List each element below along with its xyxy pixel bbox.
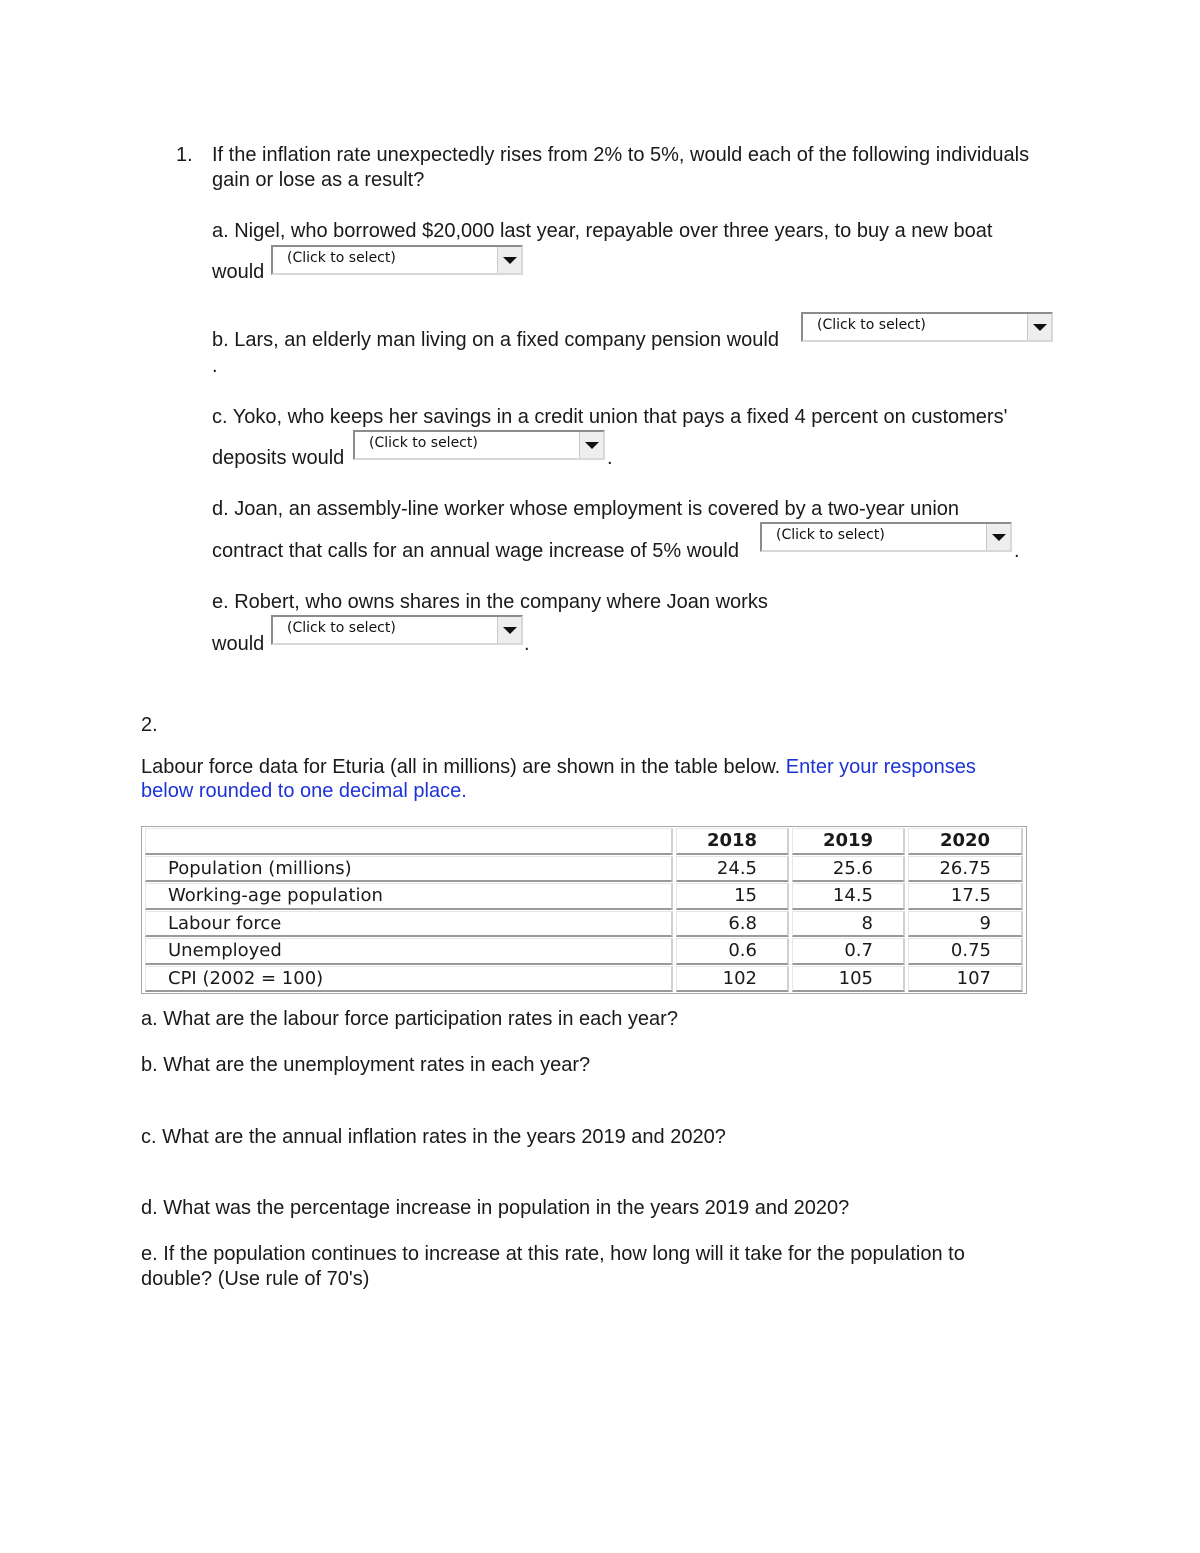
- question-1c-text: c. Yoko, who keeps her savings in a credit union that pays a fixed 4 percent on customers': [212, 406, 1008, 428]
- question-1c-select[interactable]: [353, 430, 605, 460]
- question-2b: b. What are the unemployment rates in each year?: [141, 1054, 591, 1076]
- table-header-row: [145, 828, 1023, 855]
- table-cell: 0.7: [792, 938, 905, 965]
- table-cell: 25.6: [792, 856, 905, 883]
- table-row-label: Population (millions): [145, 856, 673, 883]
- question-1e-would: would: [212, 633, 265, 655]
- table-cell: 15: [676, 883, 789, 910]
- question-1e-select[interactable]: [271, 615, 523, 645]
- table-cell: 24.5: [676, 856, 789, 883]
- question-1a-would: would: [212, 261, 265, 283]
- table-row: [145, 938, 1023, 965]
- table-cell: 26.75: [908, 856, 1023, 883]
- question-2-intro-text: Labour force data for Eturia (all in millions) are shown in the table below.: [141, 756, 781, 778]
- question-2d: d. What was the percentage increase in population in the years 2019 and 2020?: [141, 1197, 850, 1219]
- chevron-down-icon[interactable]: [497, 617, 521, 643]
- select-placeholder: (Click to select): [287, 620, 396, 636]
- table-cell: 17.5: [908, 883, 1023, 910]
- table-row-label: Working-age population: [145, 883, 673, 910]
- question-1b-period: .: [212, 355, 218, 377]
- table-cell: 0.75: [908, 938, 1023, 965]
- table-row: [145, 911, 1023, 938]
- chevron-down-icon[interactable]: [986, 524, 1010, 550]
- table-row: [145, 883, 1023, 910]
- table-row-label: Labour force: [145, 911, 673, 938]
- question-1-number: 1.: [176, 144, 193, 166]
- question-2e-line1: e. If the population continues to increase at this rate, how long will it take for the population to: [141, 1243, 965, 1265]
- question-1b-select[interactable]: [801, 312, 1053, 342]
- question-1-prompt-line1: If the inflation rate unexpectedly rises from 2% to 5%, would each of the following individuals: [212, 144, 1030, 166]
- chevron-down-icon[interactable]: [1027, 314, 1051, 340]
- question-2e-line2: double? (Use rule of 70's): [141, 1268, 370, 1290]
- table-header-cell: 2018: [676, 828, 789, 855]
- table-cell: 8: [792, 911, 905, 938]
- question-2-intro-line1: [141, 755, 976, 779]
- table-cell: 102: [676, 966, 789, 993]
- question-1e-period: .: [524, 633, 530, 655]
- question-1c-period: .: [607, 447, 613, 469]
- question-2c: c. What are the annual inflation rates in the years 2019 and 2020?: [141, 1126, 726, 1148]
- table-row: [145, 966, 1023, 993]
- table-header-cell: 2020: [908, 828, 1023, 855]
- table-cell: 14.5: [792, 883, 905, 910]
- question-1d-select[interactable]: [760, 522, 1012, 552]
- question-1d-would: contract that calls for an annual wage increase of 5% would: [212, 540, 739, 562]
- select-placeholder: (Click to select): [776, 527, 885, 543]
- question-1a-text: a. Nigel, who borrowed $20,000 last year, repayable over three years, to buy a new boat: [212, 220, 993, 242]
- table-cell: 0.6: [676, 938, 789, 965]
- question-1c-would: deposits would: [212, 447, 345, 469]
- question-2a: a. What are the labour force participation rates in each year?: [141, 1008, 678, 1030]
- table-cell: 6.8: [676, 911, 789, 938]
- select-placeholder: (Click to select): [369, 435, 478, 451]
- select-placeholder: (Click to select): [287, 250, 396, 266]
- select-placeholder: (Click to select): [817, 317, 926, 333]
- table-cell: 105: [792, 966, 905, 993]
- question-1d-period: .: [1014, 540, 1020, 562]
- question-1a-select[interactable]: [271, 245, 523, 275]
- table-row: [145, 856, 1023, 883]
- question-2-instruction-line2: below rounded to one decimal place.: [141, 780, 467, 802]
- question-2-instruction: Enter your responses: [785, 756, 976, 778]
- table-cell: 107: [908, 966, 1023, 993]
- table-row-label: Unemployed: [145, 938, 673, 965]
- question-1d-text: d. Joan, an assembly-line worker whose employment is covered by a two-year union: [212, 498, 960, 520]
- question-1b-text: b. Lars, an elderly man living on a fixed company pension would: [212, 329, 779, 351]
- question-2-number: 2.: [141, 714, 158, 736]
- question-1e-text: e. Robert, who owns shares in the company where Joan works: [212, 591, 768, 613]
- table-header-cell: 2019: [792, 828, 905, 855]
- table-row-label: CPI (2002 = 100): [145, 966, 673, 993]
- chevron-down-icon[interactable]: [497, 247, 521, 273]
- chevron-down-icon[interactable]: [579, 432, 603, 458]
- labour-force-table: [141, 826, 1027, 994]
- table-header-cell: [145, 828, 673, 855]
- question-1-prompt-line2: gain or lose as a result?: [212, 169, 425, 191]
- table-cell: 9: [908, 911, 1023, 938]
